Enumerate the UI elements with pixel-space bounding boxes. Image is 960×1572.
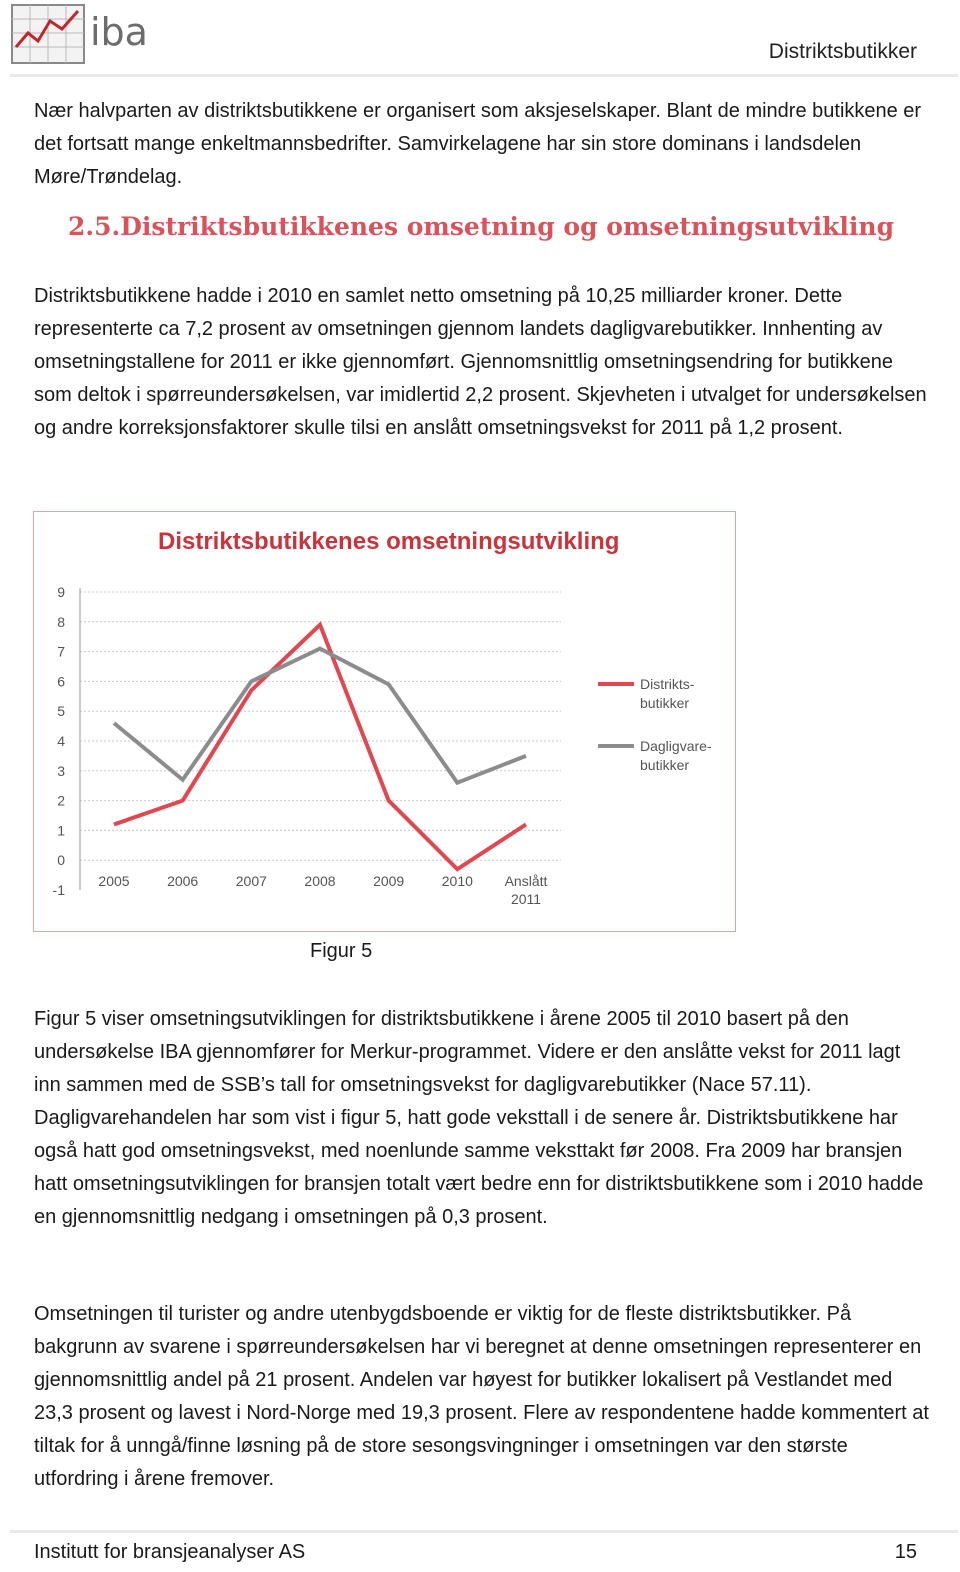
- y-tick-label: 1: [57, 822, 65, 839]
- section-heading: 2.5.Distriktsbutikkenes omsetning og omsetningsutvikling: [68, 212, 895, 241]
- y-tick-label: 7: [57, 643, 65, 660]
- paragraph-turnover: Distriktsbutikkene hadde i 2010 en samlet netto omsetning på 10,25 milliarder kroner. Dette representerte ca 7,2 prosent av omsetningen gjennom landets dagligvarebutikker. Innhenting av omsetningstallene for 2011 er ikke gjennomført. Gjennomsnittlig omsetningsendring for butikkene som deltok i spørreundersøkelsen, var imidlertid 2,2 prosent. Skjevheten i utvalget for undersøkelsen og andre korreksjonsfaktorer skulle tilsi en anslått omsetningsvekst for 2011 på 1,2 prosent.: [34, 285, 927, 439]
- x-tick-label: 2005: [98, 873, 130, 889]
- x-tick-label: 2006: [167, 873, 199, 889]
- x-tick-label: Anslått 2011: [504, 873, 548, 907]
- y-tick-label: 8: [57, 613, 65, 630]
- y-tick-label: 0: [57, 852, 65, 869]
- paragraph-ownership: Nær halvparten av distriktsbutikkene er organisert som aksjeselskaper. Blant de mindre butikkene er det fortsatt mange enkeltmannsbedrifter. Samvirkelagene har sin store dominans i landsdelen Møre/Trøndelag.: [34, 100, 922, 188]
- y-tick-label: 9: [57, 584, 65, 600]
- legend-label: Distrikts-butikker: [640, 676, 695, 711]
- footer-publisher: Institutt for bransjeanalyser AS: [34, 1541, 306, 1563]
- chart-title: Distriktsbutikkenes omsetningsutvikling: [158, 528, 620, 555]
- x-tick-label: 2009: [373, 873, 405, 889]
- y-tick-label: 4: [57, 733, 65, 749]
- line-chart: [33, 511, 736, 932]
- page-number: 15: [894, 1541, 917, 1563]
- figure-caption: Figur 5: [310, 940, 373, 962]
- series-line-dagligvarebutikker: [114, 649, 526, 783]
- header-divider: [10, 74, 958, 77]
- y-tick-label: 2: [57, 792, 65, 809]
- x-tick-label: 2010: [441, 873, 473, 889]
- x-tick-label: 2007: [235, 873, 267, 889]
- y-tick-label: 6: [57, 673, 65, 690]
- y-tick-label: 5: [57, 703, 65, 720]
- y-tick-label: -1: [52, 882, 65, 898]
- y-tick-label: 3: [57, 762, 65, 779]
- paragraph-tourist-share: Omsetningen til turister og andre utenbygdsboende er viktig for de fleste distriktsbutikker. På bakgrunn av svarene i spørreundersøkelsen har vi beregnet at denne omsetningen representerer en gjennomsnittlig andel på 21 prosent. Andelen var høyest for butikker lokalisert på Vestlandet med 23,3 prosent og lavest i Nord-Norge med 19,3 prosent. Flere av respondentene hadde kommentert at tiltak for å unngå/finne løsning på de store sesongsvingninger i omsetningen var den største utfordring i årene fremover.: [34, 1303, 929, 1490]
- x-tick-label: 2008: [304, 873, 336, 889]
- running-header: Distriktsbutikker: [768, 40, 917, 63]
- footer-divider: [10, 1530, 958, 1533]
- series-line-distriktsbutikker: [114, 625, 526, 869]
- legend-label: Dagligvare-butikker: [640, 738, 712, 773]
- logo-text: iba: [90, 10, 148, 54]
- paragraph-figure-description: Figur 5 viser omsetningsutviklingen for distriktsbutikkene i årene 2005 til 2010 basert på den undersøkelse IBA gjennomfører for Merkur-programmet. Videre er den anslåtte vekst for 2011 lagt inn sammen med de SSB’s tall for omsetningsvekst for dagligvarebutikker (Nace 57.11). Dagligvarehandelen har som vist i figur 5, hatt gode veksttall i de senere år. Distriktsbutikkene har også hatt god omsetningsvekst, med noenlunde samme veksttakt før 2008. Fra 2009 har bransjen hatt omsetningsutviklingen for bransjen totalt vært bedre enn for distriktsbutikkene som i 2010 hadde en gjennomsnittlig nedgang i omsetningen på 0,3 prosent.: [34, 1008, 924, 1228]
